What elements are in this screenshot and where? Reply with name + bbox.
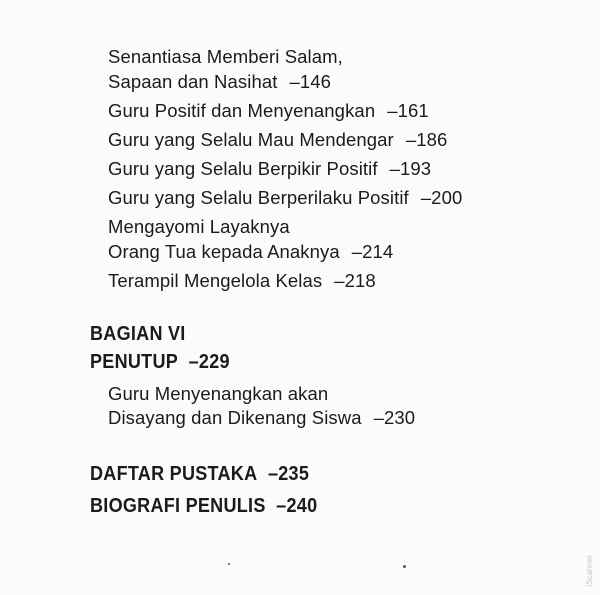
toc-entry-penutup-line1 <box>108 380 328 407</box>
toc-entry-salam-line1 <box>108 43 343 70</box>
toc-entry-text: Guru yang Selalu Mau Mendengar <box>108 129 394 150</box>
toc-entry-mendengar <box>108 126 447 153</box>
toc-entry-guru-positif <box>108 97 429 124</box>
toc-entry-text: Terampil Mengelola Kelas <box>108 270 323 291</box>
toc-entry-berpikir <box>108 155 431 182</box>
toc-entry-text: Guru Menyenangkan akan <box>108 383 329 404</box>
toc-entry-text: Guru Positif dan Menyenangkan <box>108 100 376 121</box>
part-label-text: BAGIAN VI <box>90 322 186 345</box>
toc-page-number: –200 <box>420 187 463 208</box>
biography-title: BIOGRAFI PENULIS <box>90 494 266 517</box>
part6-title <box>90 348 230 376</box>
toc-entry-penutup-line2 <box>108 404 415 431</box>
toc-page-number: –186 <box>405 129 448 150</box>
scan-speck <box>228 563 230 565</box>
scan-speck <box>403 565 406 568</box>
toc-entry-text: Disayang dan Dikenang Siswa <box>108 407 362 428</box>
toc-page-number: –235 <box>267 462 310 485</box>
toc-entry-text: Sapaan dan Nasihat <box>108 71 278 92</box>
toc-page-number: –193 <box>389 158 432 179</box>
toc-entry-salam-line2 <box>108 68 331 95</box>
toc-page-number: –161 <box>387 100 429 121</box>
scanner-watermark: iScanner <box>585 555 594 587</box>
toc-entry-berperilaku <box>108 184 462 211</box>
toc-entry-mengayomi-line1 <box>108 213 290 240</box>
toc-page-number: –240 <box>276 494 318 517</box>
toc-entry-text: Guru yang Selalu Berpikir Positif <box>108 158 378 179</box>
toc-entry-mengelola-kelas <box>108 267 376 294</box>
toc-page-number: –229 <box>188 350 230 373</box>
biography-heading <box>90 492 317 520</box>
toc-entry-text: Mengayomi Layaknya <box>108 216 290 237</box>
part-title-text: PENUTUP <box>90 350 179 373</box>
toc-entry-text: Orang Tua kepada Anaknya <box>108 241 340 262</box>
bibliography-heading <box>90 460 309 488</box>
toc-page-number: –214 <box>351 241 394 262</box>
toc-entry-text: Guru yang Selalu Berperilaku Positif <box>108 187 409 208</box>
toc-entry-mengayomi-line2 <box>108 238 393 265</box>
part6-label <box>90 320 186 348</box>
toc-page-number: –218 <box>334 270 376 291</box>
toc-entry-text: Senantiasa Memberi Salam, <box>108 46 343 67</box>
toc-page-number: –230 <box>373 407 416 428</box>
bibliography-title: DAFTAR PUSTAKA <box>90 462 258 485</box>
toc-page-number: –146 <box>289 71 332 92</box>
